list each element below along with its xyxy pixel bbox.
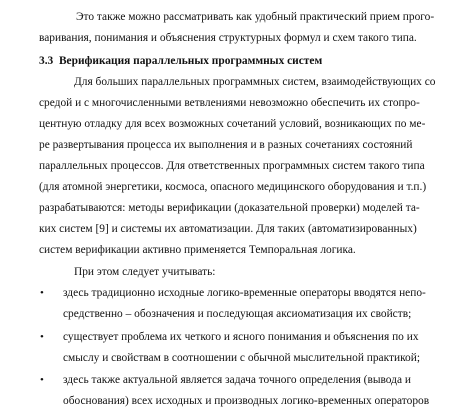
section-heading	[39, 51, 322, 72]
bullet-2-marker: •	[40, 331, 44, 343]
para1-line-9: систем верификации активно применяется Темпоральная логика.	[39, 244, 356, 256]
bullet-3-line-1: здесь также актуальной является задача точного определения (вывода и	[63, 374, 411, 386]
intro-line-2: варивания, понимания и объяснения структурных формул и схем такого типа.	[39, 32, 417, 44]
bullet-2-line-1: существует проблема их четкого и ясного понимания и объяснения по их	[63, 331, 419, 343]
bullet-1-marker: •	[40, 287, 44, 299]
lead-line: При этом следует учитывать:	[74, 266, 216, 278]
para1-line-5: параллельных процессов. Для ответственных программных систем такого типа	[39, 160, 425, 172]
para1-line-8: ких систем [9] и системы их автоматизации. Для таких (автоматизированных)	[39, 223, 417, 235]
bullet-1-line-2: средственно – обозначения и последующая аксиоматизация их свойств;	[63, 308, 412, 320]
para1-line-4: ре развертывания процесса их выполнения и в разных сочетаниях состояний	[39, 139, 413, 151]
section-title: Верификация параллельных программных систем	[58, 55, 323, 67]
section-number: 3.3	[39, 55, 54, 67]
bullet-3-line-2: обоснования) всех исходных и производных логико-временных операторов	[63, 395, 430, 407]
para1-line-6: (для атомной энергетики, космоса, опасного медицинского оборудования и т.п.)	[39, 181, 427, 193]
intro-line-1: Это также можно рассматривать как удобный практический прием прого-	[76, 11, 435, 23]
bullet-1-line-1: здесь традиционно исходные логико-временные операторы вводятся непо-	[63, 287, 426, 299]
para1-line-2: средой и с многочисленными ветвлениями невозможно обеспечить их стопро-	[39, 97, 420, 109]
para1-line-1: Для больших параллельных программных систем, взаимодействующих со	[74, 76, 436, 88]
para1-line-7: разрабатываются: методы верификации (доказательной проверки) моделей та-	[39, 202, 420, 214]
bullet-3-marker: •	[40, 374, 44, 386]
bullet-2-line-2: смыслу и свойствам в соотношении с обычной мыслительной практикой;	[63, 352, 420, 364]
para1-line-3: центную отладку для всех возможных сочетаний условий, возникающих по ме-	[39, 118, 426, 130]
